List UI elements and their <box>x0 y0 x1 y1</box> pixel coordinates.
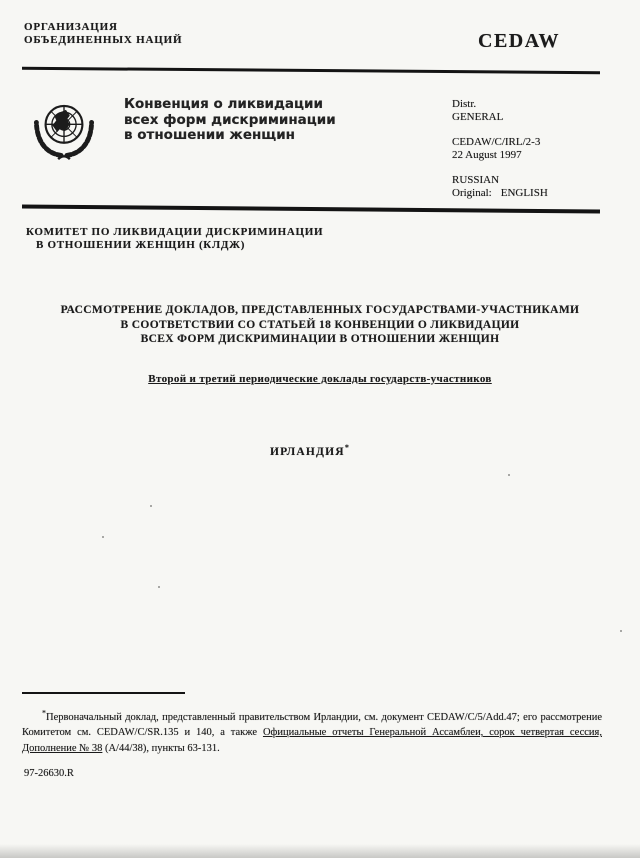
document-date: 22 August 1997 <box>452 148 522 161</box>
original-language <box>452 187 548 200</box>
committee-line2: В ОТНОШЕНИИ ЖЕНЩИН (КЛДЖ) <box>36 239 246 251</box>
committee-name <box>26 226 323 252</box>
original-value: ENGLISH <box>500 186 548 199</box>
convention-line3: в отношении женщин <box>124 127 296 143</box>
convention-title <box>124 97 336 144</box>
document-number: 97-26630.R <box>24 768 74 779</box>
committee-acronym: CEDAW <box>478 30 560 52</box>
footnote-divider <box>22 692 185 694</box>
org-name-line2: ОБЪЕДИНЕННЫХ НАЦИЙ <box>24 34 183 46</box>
language-group <box>452 174 548 199</box>
language: RUSSIAN <box>452 174 500 186</box>
scan-speck <box>508 474 510 476</box>
un-emblem-icon <box>33 96 95 174</box>
distr-label: Distr. <box>452 98 477 110</box>
committee-line1: КОМИТЕТ ПО ЛИКВИДАЦИИ ДИСКРИМИНАЦИИ <box>26 226 324 238</box>
footnote-marker: * <box>42 708 46 717</box>
org-name-line1: ОРГАНИЗАЦИЯ <box>24 21 118 33</box>
original-label: Original: <box>452 186 492 199</box>
org-name-block <box>24 21 182 47</box>
document-symbol: CEDAW/C/IRL/2-3 <box>452 136 541 148</box>
symbol-group <box>452 136 548 161</box>
convention-line1: Конвенция о ликвидации <box>124 96 323 112</box>
subtitle-text: Второй и третий периодические доклады государств-участников <box>148 373 492 385</box>
header-divider <box>22 67 600 75</box>
country-name: ИРЛАНДИЯ <box>269 446 345 458</box>
footnote-text: Первоначальный доклад, представленный правительством Ирландии, см. документ CEDAW/C/5/Add.47; его рассмотрение Комитетом см. CEDAW/C/SR.135 и 140, а также <box>22 711 602 738</box>
title-line3: ВСЕХ ФОРМ ДИСКРИМИНАЦИИ В ОТНОШЕНИИ ЖЕНЩИН <box>140 333 500 345</box>
distr-value: GENERAL <box>452 110 504 123</box>
country-heading <box>0 443 620 458</box>
scan-speck <box>150 505 152 507</box>
distr-group <box>452 98 548 123</box>
footnote-cited-title: Официальные отчеты Генеральной Ассамблеи, сорок четвертая сессия, Дополнение № 38 <box>22 727 602 754</box>
title-line1: РАССМОТРЕНИЕ ДОКЛАДОВ, ПРЕДСТАВЛЕННЫХ ГОСУДАРСТВАМИ-УЧАСТНИКАМИ <box>60 304 580 316</box>
convention-line2: всех форм дискриминации <box>124 111 336 128</box>
footnote-text-end: (A/44/38), пункты 63-131. <box>102 742 220 754</box>
scan-shadow <box>0 844 640 858</box>
scan-speck <box>620 630 622 632</box>
distribution-meta <box>452 98 548 212</box>
footnote <box>22 710 602 757</box>
scan-speck <box>158 586 160 588</box>
document-title <box>30 303 610 347</box>
title-line2: В СООТВЕТСТВИИ СО СТАТЬЕЙ 18 КОНВЕНЦИИ О ЛИКВИДАЦИИ <box>120 318 520 331</box>
document-subtitle <box>0 373 640 385</box>
country-footnote-marker: * <box>344 443 351 453</box>
scan-speck <box>102 536 104 538</box>
